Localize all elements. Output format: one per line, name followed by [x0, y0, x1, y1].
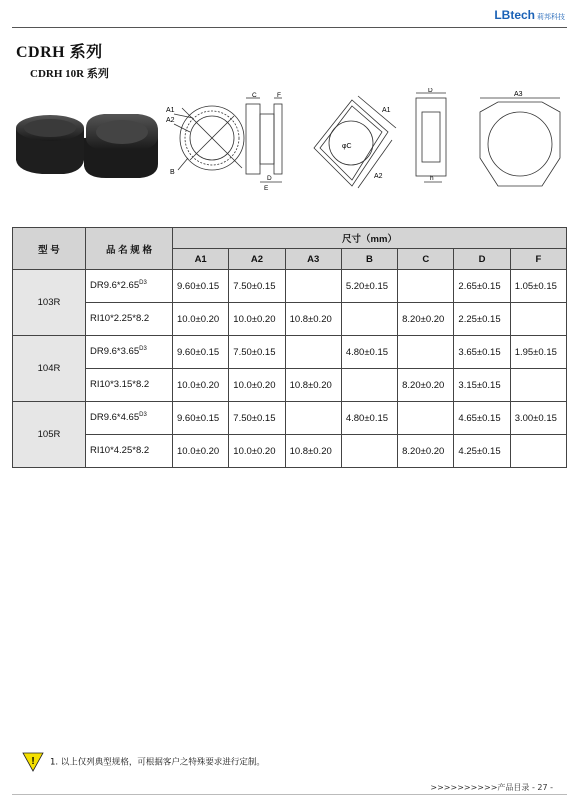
- label-e: E: [264, 185, 269, 192]
- dim-header: B: [341, 249, 397, 270]
- dimension-table: [12, 227, 567, 468]
- label-a3: A3: [514, 91, 523, 98]
- spec-name-cell: $DR9.6*3.65^{D3}$: [86, 336, 173, 369]
- dim-header: C: [398, 249, 454, 270]
- table-row: [13, 303, 567, 336]
- page-subtitle: CDRH 10R 系列: [30, 68, 109, 80]
- label-d: D: [267, 175, 272, 182]
- table-row: [13, 435, 567, 468]
- dim-header: A3: [285, 249, 341, 270]
- spec-name-cell: $DR9.6*2.65^{D3}$: [86, 270, 173, 303]
- table-body: [13, 270, 567, 468]
- table-row: [13, 270, 567, 303]
- dimension-value-cell: [341, 303, 397, 336]
- dimension-value-cell: [510, 435, 566, 468]
- label-core-a2: A2: [374, 173, 383, 180]
- table-row: [13, 402, 567, 435]
- header-name: 品 名 规 格: [86, 228, 173, 270]
- footer-note: ! 1. 以上仅列典型规格，可根据客户之特殊要求进行定制。: [22, 752, 265, 772]
- footer-rule: [12, 794, 567, 795]
- svg-text:!: !: [31, 756, 35, 767]
- dimension-value-cell: 10.0±0.20: [173, 369, 229, 402]
- label-f: F: [277, 92, 281, 99]
- dim-header: D: [454, 249, 510, 270]
- dimension-value-cell: 3.65±0.15: [454, 336, 510, 369]
- dim-header: F: [510, 249, 566, 270]
- dimension-value-cell: 3.15±0.15: [454, 369, 510, 402]
- octagon-view-drawing: [480, 98, 560, 186]
- dimension-value-cell: 10.8±0.20: [285, 303, 341, 336]
- core-side-view-drawing: [416, 93, 446, 182]
- spec-name-cell: $DR9.6*4.65^{D3}$: [86, 402, 173, 435]
- dimension-value-cell: [341, 369, 397, 402]
- dimension-value-cell: 7.50±0.15: [229, 336, 285, 369]
- dimension-value-cell: [285, 336, 341, 369]
- header-model: 型 号: [13, 228, 86, 270]
- dimension-value-cell: 4.80±0.15: [341, 336, 397, 369]
- header-size: 尺寸（mm）: [173, 228, 567, 249]
- dimension-value-cell: 10.0±0.20: [173, 303, 229, 336]
- dimension-value-cell: 10.0±0.20: [229, 369, 285, 402]
- label-core-a1: A1: [382, 107, 391, 114]
- dimension-value-cell: 8.20±0.20: [398, 369, 454, 402]
- dimension-value-cell: 4.65±0.15: [454, 402, 510, 435]
- dimension-value-cell: [341, 435, 397, 468]
- spec-name-cell: RI10*2.25*8.2: [86, 303, 173, 336]
- dimension-value-cell: 10.0±0.20: [229, 303, 285, 336]
- dimension-value-cell: 2.25±0.15: [454, 303, 510, 336]
- header-rule: [12, 27, 567, 28]
- model-cell: 104R: [13, 336, 86, 402]
- dimension-value-cell: 4.25±0.15: [454, 435, 510, 468]
- warning-icon: [22, 752, 44, 772]
- label-a2: A2: [166, 117, 175, 124]
- label-phi-c: φC: [342, 143, 352, 150]
- inductor-photo-round: [16, 115, 84, 174]
- dimension-value-cell: [285, 402, 341, 435]
- model-cell: 105R: [13, 402, 86, 468]
- dimension-value-cell: 8.20±0.20: [398, 303, 454, 336]
- dimension-value-cell: 4.80±0.15: [341, 402, 397, 435]
- spec-name-cell: RI10*3.15*8.2: [86, 369, 173, 402]
- dimension-value-cell: 7.50±0.15: [229, 270, 285, 303]
- model-cell: 103R: [13, 270, 86, 336]
- dimension-value-cell: 10.0±0.20: [173, 435, 229, 468]
- dimension-value-cell: 9.60±0.15: [173, 336, 229, 369]
- dimension-value-cell: 10.0±0.20: [229, 435, 285, 468]
- dimension-value-cell: 8.20±0.20: [398, 435, 454, 468]
- dimension-value-cell: 10.8±0.20: [285, 435, 341, 468]
- table-row: [13, 336, 567, 369]
- label-core-d: D: [428, 88, 433, 94]
- side-view-drawing: [246, 98, 282, 182]
- front-view-drawing: [174, 106, 244, 170]
- dimension-value-cell: 3.00±0.15: [510, 402, 566, 435]
- spec-name-cell: RI10*4.25*8.2: [86, 435, 173, 468]
- dimension-value-cell: 1.95±0.15: [510, 336, 566, 369]
- dimension-value-cell: 2.65±0.15: [454, 270, 510, 303]
- page-number: >>>>>>>>>>产品目录 - 27 -: [430, 783, 553, 792]
- label-h: h: [430, 175, 434, 182]
- dim-header: A1: [173, 249, 229, 270]
- dimension-value-cell: 1.05±0.15: [510, 270, 566, 303]
- dimension-value-cell: 10.8±0.20: [285, 369, 341, 402]
- page-title: CDRH 系列: [16, 44, 103, 61]
- table-row: [13, 369, 567, 402]
- dim-header: A2: [229, 249, 285, 270]
- dimension-value-cell: [510, 369, 566, 402]
- dimension-value-cell: 9.60±0.15: [173, 270, 229, 303]
- company-logo: LBtech 莉邦科技: [494, 8, 565, 22]
- dimension-value-cell: [285, 270, 341, 303]
- dimension-value-cell: [398, 270, 454, 303]
- dimension-value-cell: 7.50±0.15: [229, 402, 285, 435]
- dimension-value-cell: 5.20±0.15: [341, 270, 397, 303]
- label-c: C: [252, 92, 257, 99]
- product-figure: [12, 88, 567, 196]
- dimension-value-cell: [398, 336, 454, 369]
- dimension-value-cell: [398, 402, 454, 435]
- label-a1: A1: [166, 107, 175, 114]
- dimension-value-cell: [510, 303, 566, 336]
- inductor-photo-square: [84, 114, 158, 178]
- dimension-value-cell: 9.60±0.15: [173, 402, 229, 435]
- label-b: B: [170, 169, 175, 176]
